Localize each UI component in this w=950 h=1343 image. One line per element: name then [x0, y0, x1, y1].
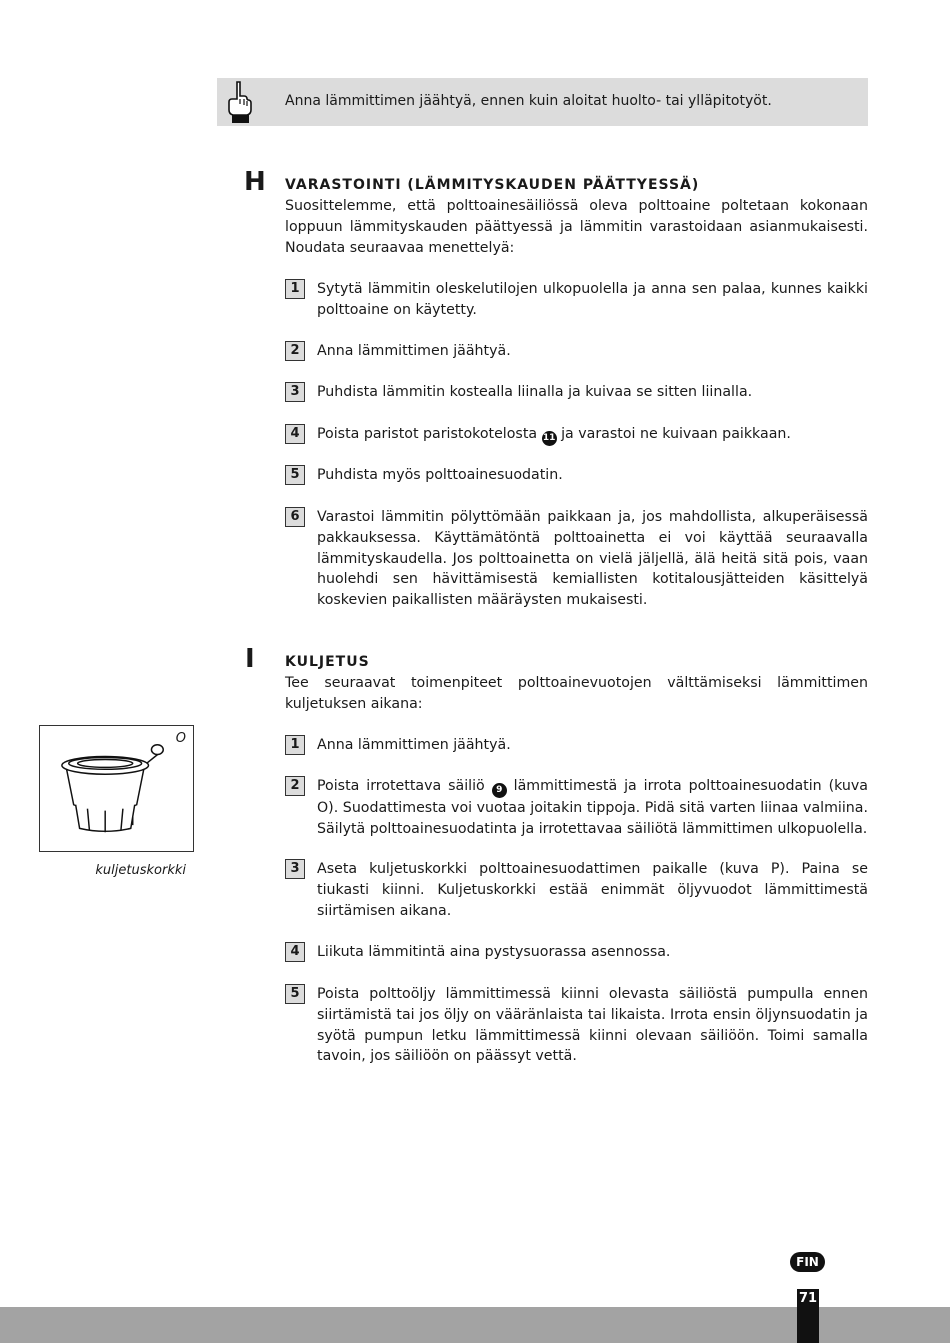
section-h-step-1 — [285, 279, 868, 321]
step-text: Sytytä lämmitin oleskelutilojen ulkopuolella ja anna sen palaa, kunnes kaikki polttoaine on käytetty. — [317, 281, 868, 318]
step-number: 3 — [285, 859, 305, 879]
step-text: Varastoi lämmitin pölyttömään paikkaan ja, jos mahdollista, alkuperäisessä pakkauksessa. Käyttämätöntä polttoainetta ei voi käyttää seuraavalla lämmityskaudella. Jos polttoainetta on vielä jäljellä, älä heitä sitä pois, vaan huolehdi sen hävittämisestä kemiallisten kotitalousjätteiden käsittelyä koskevien paikallisten määräysten mukaisesti. — [317, 509, 868, 609]
section-i-step-3 — [285, 859, 868, 921]
step-text: Aseta kuljetuskorkki polttoainesuodattimen paikalle (kuva P). Paina se tiukasti kiinni. Kuljetuskorkki estää enimmät öljyvuodot lämmittimestä siirtämisen aikana. — [317, 861, 868, 919]
page-number-box — [797, 1289, 819, 1343]
transport-cap-illustration — [40, 726, 193, 851]
step-text: Liikuta lämmitintä aina pystysuorassa asennossa. — [317, 944, 671, 960]
step-text: Poista polttoöljy lämmittimessä kiinni olevasta säiliöstä pumpulla ennen siirtämistä tai jos öljy on vääränlaista tai likaista. Irrota ensin öljynsuodatin ja syötä pumpun letku lämmittimessä kiinni olevaan säiliöön. Toimi samalla tavoin, jos säiliöön on päässyt vettä. — [317, 986, 868, 1065]
step-number: 4 — [285, 942, 305, 962]
step-number: 3 — [285, 382, 305, 402]
section-i-step-5 — [285, 984, 868, 1067]
figure-label: O — [175, 731, 186, 746]
figure-o — [39, 725, 194, 852]
step-text: Anna lämmittimen jäähtyä. — [317, 343, 511, 359]
section-h-step-4 — [285, 424, 868, 446]
pointing-hand-icon — [225, 80, 253, 124]
step-text: Puhdista myös polttoainesuodatin. — [317, 467, 563, 483]
section-h-intro: Suosittelemme, että polttoainesäiliössä oleva polttoaine poltetaan kokonaan loppuun lämmityskauden päättyessä ja lämmitin varastoidaan asianmukaisesti. Noudata seuraavaa menettelyä: — [285, 198, 868, 256]
notice-bar — [217, 78, 868, 126]
step-number: 1 — [285, 735, 305, 755]
section-i-intro: Tee seuraavat toimenpiteet polttoainevuotojen välttämiseksi lämmittimen kuljetuksen aikana: — [285, 675, 868, 712]
reference-number-badge: 11 — [542, 431, 557, 446]
section-h-step-6 — [285, 507, 868, 611]
language-badge: FIN — [790, 1252, 825, 1272]
step-text: Puhdista lämmitin kostealla liinalla ja kuivaa se sitten liinalla. — [317, 384, 753, 400]
section-i-letter: I — [245, 644, 255, 674]
section-i-step-4 — [285, 942, 868, 963]
figure-caption: kuljetuskorkki — [95, 863, 186, 878]
step-text: Anna lämmittimen jäähtyä. — [317, 737, 511, 753]
step-number: 2 — [285, 341, 305, 361]
step-number: 2 — [285, 776, 305, 796]
section-h-step-3 — [285, 382, 868, 403]
section-h-step-5 — [285, 465, 868, 486]
section-i-step-1 — [285, 735, 868, 756]
section-h-letter: H — [244, 167, 266, 197]
section-i-title: KULJETUS — [285, 654, 370, 670]
reference-number-badge: 9 — [492, 783, 507, 798]
step-text: Poista irrotettava säiliö 9 lämmittimestä ja irrota polttoainesuodatin (kuva O). Suodattimesta voi vuotaa joitakin tippoja. Pidä sitä varten liinaa valmiina. Säilytä polttoainesuodatinta ja irrotettavaa säiliötä lämmittimen ulkopuolella. — [317, 778, 869, 837]
section-i-step-2 — [285, 776, 868, 840]
step-number: 4 — [285, 424, 305, 444]
section-h-title: VARASTOINTI (LÄMMITYSKAUDEN PÄÄTTYESSÄ) — [285, 177, 700, 193]
step-number: 5 — [285, 465, 305, 485]
step-number: 1 — [285, 279, 305, 299]
notice-text: Anna lämmittimen jäähtyä, ennen kuin aloitat huolto- tai ylläpitotyöt. — [285, 93, 772, 109]
section-h-step-2 — [285, 341, 868, 362]
page-number: 71 — [798, 1291, 818, 1306]
step-number: 5 — [285, 984, 305, 1004]
step-text: Poista paristot paristokotelosta 11 ja varastoi ne kuivaan paikkaan. — [317, 424, 868, 446]
step-number: 6 — [285, 507, 305, 527]
